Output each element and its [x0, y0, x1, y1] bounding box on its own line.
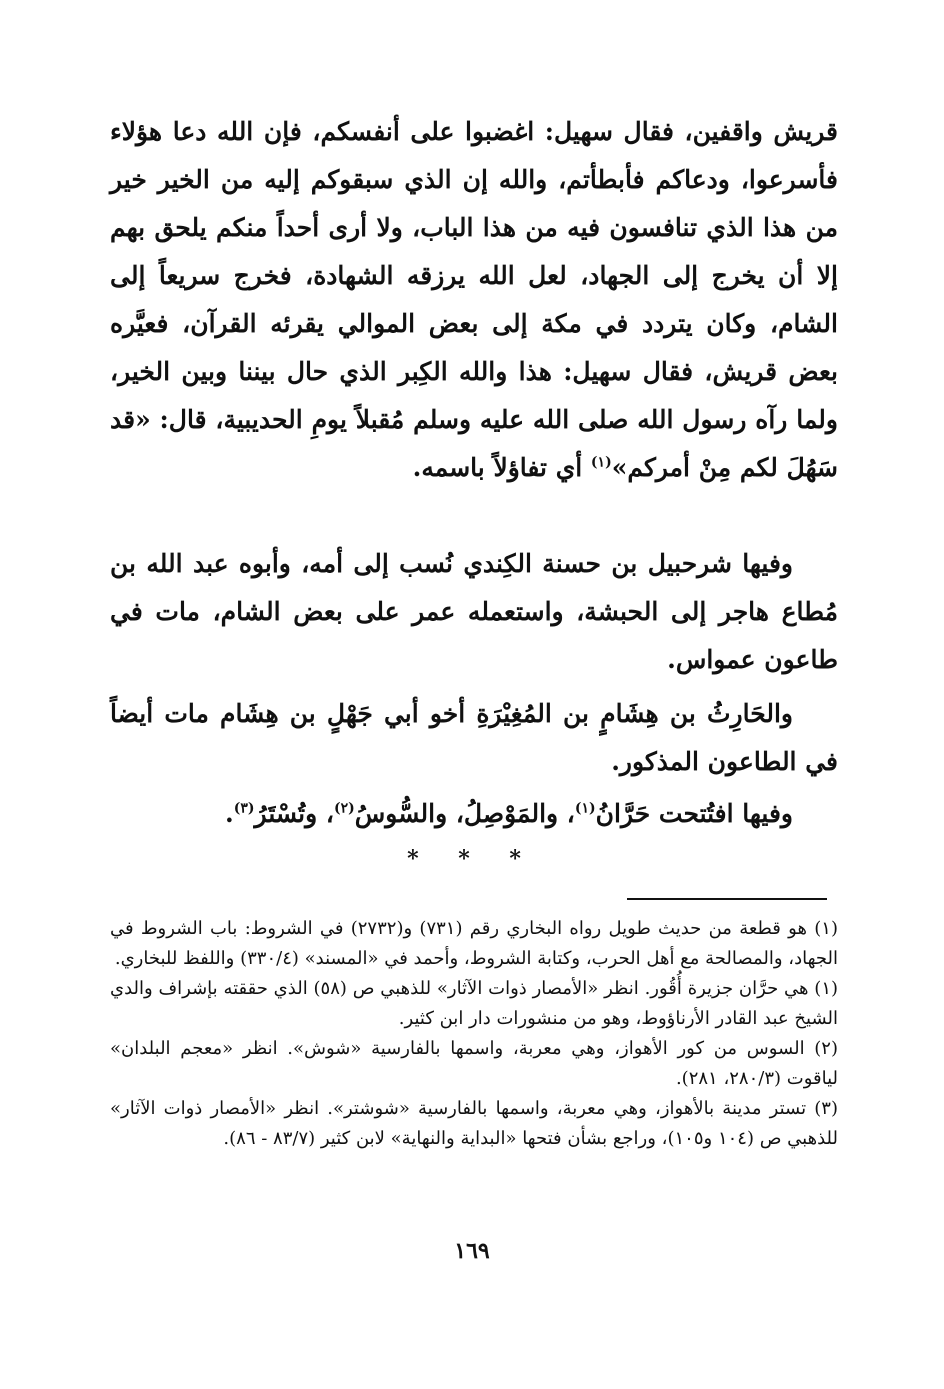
- main-text-3: [110, 690, 838, 786]
- paragraph-1: [110, 108, 838, 492]
- footnote-marker-1: (١): [574, 800, 596, 817]
- footnote-marker: (١): [590, 454, 612, 471]
- footnote-4: (٣) تستر مدينة بالأهواز، وهي معربة، واسمها بالفارسية «شوشتر». انظر «الأمصار ذوات الآثار» للذهبي ص (١٠٤ و١٠٥)، وراجع بشأن فتحها «البداية والنهاية» لابن كثير (٨٣/٧ - ٨٦).: [110, 1098, 838, 1149]
- footnote-1: (١) هو قطعة من حديث طويل رواه البخاري رقم (٧٣١) و(٢٧٣٢) في الشروط: باب الشروط في الجهاد، والمصالحة مع أهل الحرب، وكتابة الشروط، وأحمد في «المسند» (٣٣٠/٤) واللفظ للبخاري.: [110, 918, 838, 969]
- footnote-marker-2: (٢): [334, 800, 355, 817]
- paragraph-4: [110, 790, 838, 838]
- paragraph-4-a: وفيها افتُتحت حَرَّانُ: [595, 799, 793, 828]
- section-separator: * * *: [407, 846, 537, 872]
- paragraph-4-c: ، وتُسْتَرُ: [254, 799, 334, 828]
- main-text-4: [110, 790, 838, 838]
- page-number: ١٦٩: [454, 1238, 490, 1264]
- footnote-3: (٢) السوس من كور الأهواز، وهي معربة، واسمها بالفارسية «شوش». انظر «معجم البلدان» لياقوت (٢٨٠/٣، ٢٨١).: [110, 1038, 838, 1089]
- footnote-marker-3: (٣): [233, 800, 255, 817]
- paragraph-4-b: ، والمَوْصِلُ، والسُّوسُ: [354, 799, 575, 828]
- footnote-divider: [627, 898, 827, 900]
- main-text-2: [110, 540, 838, 684]
- footnote-2: (١) هي حرَّان جزيرة أُقُور. انظر «الأمصار ذوات الآثار» للذهبي ص (٥٨) الذي حققته بإشراف والدي الشيخ عبد القادر الأرناؤوط، وهو من منشورات دار ابن كثير.: [110, 978, 839, 1029]
- main-text: [110, 108, 838, 492]
- paragraph-4-d: .: [225, 799, 234, 828]
- paragraph-2: وفيها شرحبيل بن حسنة الكِندي نُسب إلى أمه، وأبوه عبد الله بن مُطاع هاجر إلى الحبشة، واستعمله عمر على بعض الشام، مات في طاعون عمواس.: [110, 549, 838, 674]
- footnotes: [110, 914, 838, 1154]
- paragraph-3: والحَارِثُ بن هِشَامٍ بن المُغِيْرَةِ أخو أبي جَهْلٍ بن هِشَام مات أيضاً في الطاعون المذكور.: [110, 699, 838, 776]
- paragraph-1-text: قريش واقفين، فقال سهيل: اغضبوا على أنفسكم، فإن الله دعا هؤلاء فأسرعوا، ودعاكم فأبطأتم، والله إن الذي سبقوكم إليه من الخير خير من هذا الذي تنافسون فيه من هذا الباب، ولا أرى أحداً منكم يلحق بهم إلا أن يخرج إلى الجهاد، لعل الله يرزقه الشهادة، فخرج سريعاً إلى الشام، وكان يتردد في مكة إلى بعض الموالي يقرئه القرآن، فعيَّره بعض قريش، فقال سهيل: هذا والله الكِبر الذي حال بيننا وبين الخير، ولما رآه رسول الله صلى الله عليه وسلم مُقبلاً يومِ الحديبية، قال: «قد سَهُلَ لكم مِنْ أمركم»: [110, 117, 838, 482]
- paragraph-1-tail: أي تفاؤلاً باسمه.: [412, 453, 591, 482]
